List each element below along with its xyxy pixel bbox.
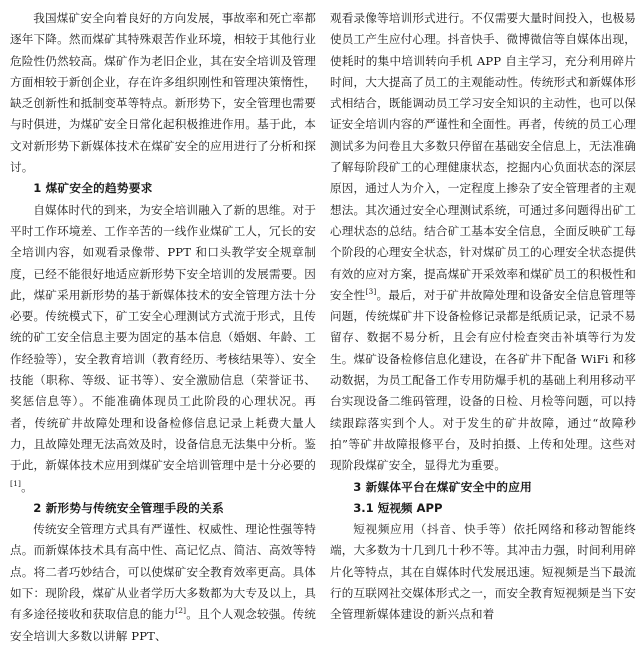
- citation-3: [3]: [365, 287, 377, 296]
- subsection-3-1-paragraph: 短视频应用（抖音、快手等）依托网络和移动智能终端，大多数为十几到几十秒不等。其冲击力强，时间利用碎片化等特点，其在自媒体时代发展迅速。短视频是当下最流行的互联网社交媒体形式之一，而安全教育短视频是当下安全管理新媒体建设的新兴点和着: [330, 522, 636, 622]
- right-column: [330, 8, 636, 622]
- section-3-title: 新媒体平台在煤矿安全中的应用: [365, 479, 533, 494]
- section-2-title: 新形势与传统安全管理手段的关系: [45, 500, 224, 515]
- subsection-3-1-heading: [330, 498, 636, 519]
- subsection-3-1-number: 3.1: [353, 500, 374, 515]
- section-1-paragraph: 自媒体时代的到来，为安全培训融入了新的思维。对于平时工作环境差、工作辛苦的一线作业煤矿工人，冗长的安全培训内容，如观看录像带、PPT 和口头教学安全规章制度，已经不能很好地适应新形势下安全培训的发展需要。因此，煤矿采用新形势的基于新媒体技术的安全管理方法十分必要。传统模式下，矿工安全心理测试方式流于形式，且传统的矿工安全信息主要为固定的基本信息（婚姻、年龄、工作经验等），安全教育培训（教育经历、考核结果等）、安全技能（职称、等级、证书等）、安全激励信息（荣誉证书、奖惩信息等）。不能准确体现员工此阶段的心理状况。再者，传统矿井故障处理和设备检修信息记录上耗费大量人力，且故障处理无法高效及时，设备信息无法集中分析。鉴于此，新媒体技术应用到煤矿安全培训管理中是十分必要的[1]。: [10, 202, 316, 494]
- citation-1: [1]: [10, 478, 22, 488]
- section-1-heading: [10, 178, 316, 199]
- section-3-number: 3: [353, 479, 362, 494]
- section-2-heading: [10, 498, 316, 519]
- section-2-paragraph: 传统安全管理方式具有严谨性、权威性、理论性强等特点。而新媒体技术具有高中性、高记忆点、简洁、高效等特点。将二者巧妙结合，可以使煤矿安全教育效率更高。具体如下：现阶段，煤矿从业者学历大多数都为大专及以上，具有多途径接收和获取信息的能力[2]。且个人观念较强。传统安全培训大多数以讲解 PPT、: [10, 522, 316, 643]
- section-1-title: 煤矿安全的趋势要求: [45, 181, 153, 196]
- intro-paragraph: 我国煤矿安全向着良好的方向发展，事故率和死亡率都逐年下降。然而煤矿其特殊艰苦作业环境，相较于其他行业危险性仍然较高。煤矿作为老旧企业，其在安全培训及管理方面相较于新创企业，存在许多组织刚性和管理决策惰性，缺乏创新性和抵制变革等特点。新形势下，安全管理也需要与时俱进，为煤矿安全日常化起积极推进作用。基于此，本文对新形势下新媒体技术在煤矿安全的应用进行了分析和探讨。: [10, 11, 316, 175]
- continued-paragraph: 观看录像等培训形式进行。不仅需要大量时间投入，也极易使员工产生应付心理。抖音快手、微博微信等自媒体出现，使耗时的集中培训转向手机 APP 自主学习，充分利用碎片时间，大大提高了员工的主观能动性。传统形式和新媒体形式相结合，既能调动员工学习安全知识的主动性，也可以保证安全培训内容的严谨性和全面性。再者，传统的员工心理测试多为问卷且大多数只停留在基础安全信息上，无法准确了解每阶段矿工的心理健康状态，挖掘内心负面状态的深层原因，通过人为介入，一定程度上掺杂了安全管理者的主观想法。其次通过安全心理测试系统，可通过多问题得出矿工心理状态的总结。结合矿工基本安全信息，全面反映矿工每个阶段的心理安全状态，针对煤矿员工的心理安全状态提供有效的应对方案，提高煤矿开采效率和煤矿员工的积极性和安全性[3]。最后，对于矿井故障处理和设备安全信息管理等问题，传统煤矿井下设备检修记录都是纸质记录，记录不易留存、数据不易分析，且会有应付检查突击补填等行为发生。煤矿设备检修信息化建设，在各矿井下配备 WiFi 和移动数据，为员工配备工作专用防爆手机的基础上利用移动平台实现设备二维码管理，设备的日检、月检等问题，可以持续跟踪落实到个人。对于发生的矿井故障，通过“故障秒拍”等矿井故障报修平台，及时拍摄、上传和处理。这些对现阶段煤矿安全，显得尤为重要。: [330, 11, 636, 473]
- section-2-number: 2: [33, 500, 42, 515]
- left-column: [10, 8, 316, 643]
- section-1-number: 1: [33, 181, 42, 196]
- citation-2: [2]: [175, 606, 187, 616]
- subsection-3-1-title: 短视频 APP: [377, 500, 443, 515]
- section-3-heading: [330, 477, 636, 498]
